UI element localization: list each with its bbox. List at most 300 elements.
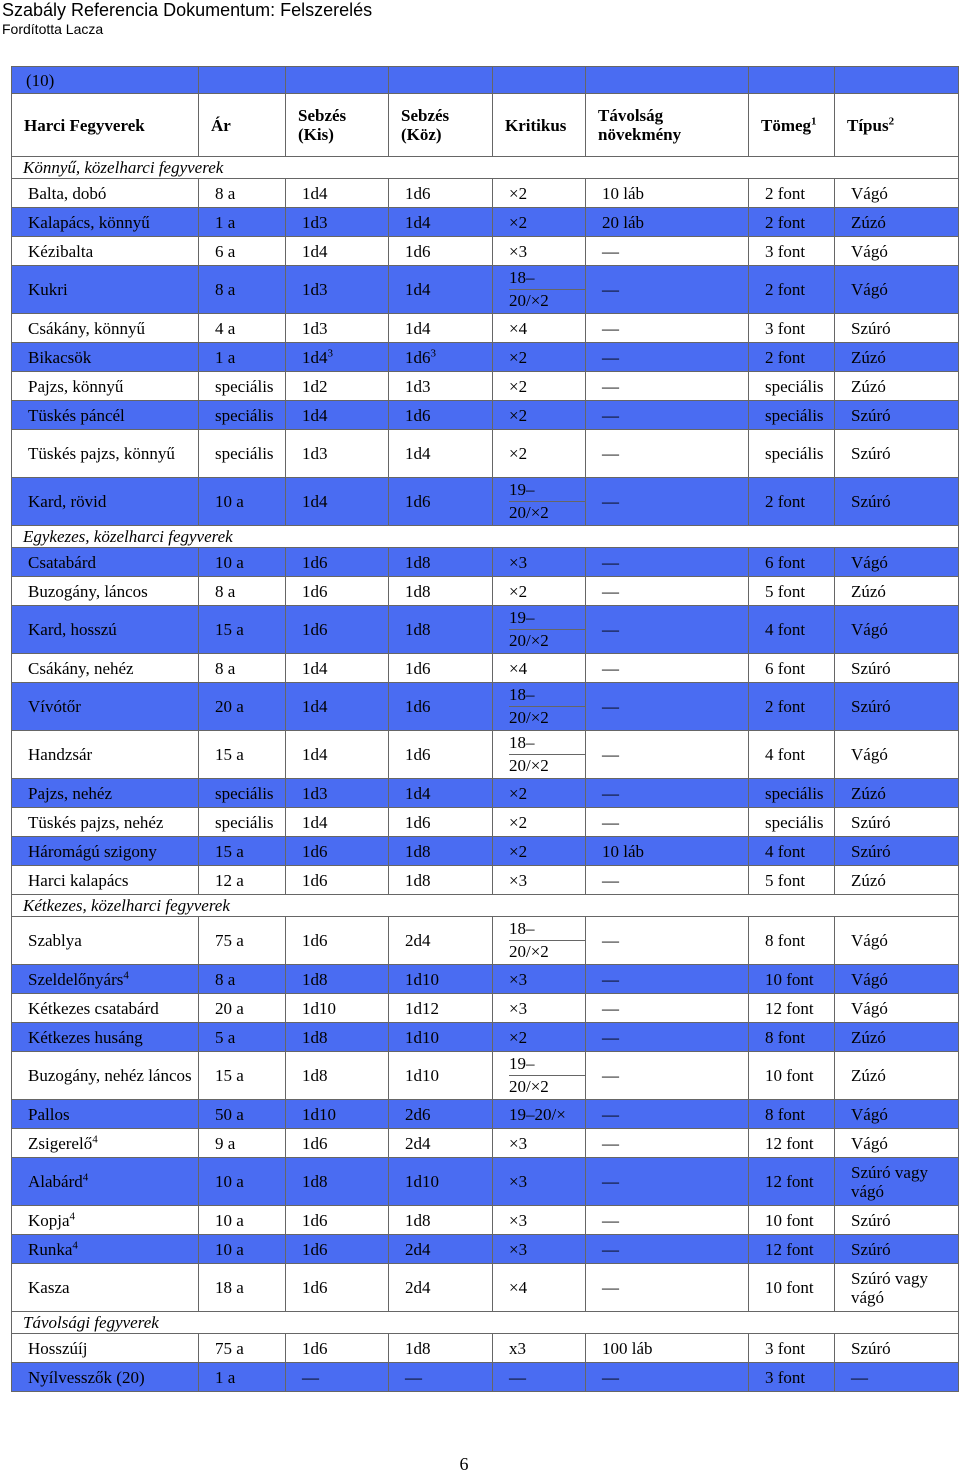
table-row xyxy=(12,1052,959,1100)
damage-type-cell: Szúró xyxy=(835,314,959,343)
damage-type-cell: Vágó xyxy=(835,606,959,654)
weapon-name-cell xyxy=(12,917,199,965)
price-cell: 1 a xyxy=(199,208,286,237)
weapon-name-cell xyxy=(12,994,199,1023)
footnote-marker: 3 xyxy=(430,346,436,359)
weapon-name-cell xyxy=(12,683,199,731)
price-cell: 15 a xyxy=(199,837,286,866)
damage-small-cell xyxy=(286,577,389,606)
column-header xyxy=(835,94,959,157)
damage-medium-cell xyxy=(389,372,493,401)
damage-type-cell: Szúró xyxy=(835,1334,959,1363)
range-cell: — xyxy=(586,1363,749,1392)
critical-cell: ×2 xyxy=(493,1023,586,1052)
price-cell: speciális xyxy=(199,808,286,837)
damage-small-text: 1d6 xyxy=(302,1278,328,1297)
damage-medium-text: 1d6 xyxy=(405,658,431,678)
damage-medium-cell xyxy=(389,683,493,731)
weight-cell: 12 font xyxy=(749,1129,835,1158)
table-row xyxy=(12,1235,959,1264)
range-cell: — xyxy=(586,917,749,965)
weight-cell: 10 font xyxy=(749,1206,835,1235)
damage-small-text: 1d4 xyxy=(302,183,328,203)
damage-medium-cell xyxy=(389,1158,493,1206)
damage-medium-text: 1d6 xyxy=(405,405,431,425)
weight-cell: speciális xyxy=(749,430,835,478)
range-cell: — xyxy=(586,1264,749,1312)
damage-medium-text: 1d8 xyxy=(405,552,431,572)
weight-cell: 2 font xyxy=(749,478,835,526)
damage-medium-cell xyxy=(389,1206,493,1235)
damage-small-cell xyxy=(286,208,389,237)
weapon-name-text: Kétkezes husáng xyxy=(28,1027,143,1047)
footnote-marker: 1 xyxy=(811,114,817,127)
table-row xyxy=(12,1129,959,1158)
damage-type-cell: Szúró xyxy=(835,654,959,683)
critical-multiplier-text: 20/×2 xyxy=(509,708,549,727)
damage-type-cell: Zúzó xyxy=(835,866,959,895)
damage-type-cell: Vágó xyxy=(835,731,959,779)
table-row xyxy=(12,430,959,478)
damage-small-cell xyxy=(286,1023,389,1052)
weapon-name-cell xyxy=(12,1052,199,1100)
damage-medium-cell xyxy=(389,266,493,314)
table-row xyxy=(12,208,959,237)
column-header: Sebzés (Kis) xyxy=(286,94,389,157)
damage-small-text: 1d3 xyxy=(302,212,328,232)
weight-cell: 5 font xyxy=(749,866,835,895)
range-cell: — xyxy=(586,606,749,654)
damage-small-text: 1d10 xyxy=(302,1104,336,1124)
damage-type-cell: Szúró xyxy=(835,1206,959,1235)
damage-small-text: 1d10 xyxy=(302,998,336,1018)
weight-cell: 4 font xyxy=(749,837,835,866)
range-cell: — xyxy=(586,808,749,837)
range-cell: — xyxy=(586,654,749,683)
damage-small-text: 1d8 xyxy=(302,1027,328,1047)
critical-cell xyxy=(493,731,586,779)
column-header-label: Tömeg xyxy=(761,115,812,135)
critical-range-text: 18– xyxy=(509,267,585,290)
weapon-name-cell xyxy=(12,965,199,994)
weapon-name-cell xyxy=(12,478,199,526)
price-cell: 10 a xyxy=(199,478,286,526)
price-cell: 6 a xyxy=(199,237,286,266)
damage-small-cell xyxy=(286,837,389,866)
weight-cell: 2 font xyxy=(749,343,835,372)
damage-medium-text: 1d4 xyxy=(405,318,431,338)
table-row xyxy=(12,1334,959,1363)
damage-type-cell: Vágó xyxy=(835,994,959,1023)
weapon-name-text: Kasza xyxy=(28,1278,70,1297)
damage-small-text: 1d4 xyxy=(302,347,328,367)
damage-type-cell: Zúzó xyxy=(835,1052,959,1100)
critical-cell: x3 xyxy=(493,1334,586,1363)
damage-medium-text: 1d6 xyxy=(405,241,431,261)
weight-cell: 10 font xyxy=(749,1052,835,1100)
damage-medium-cell xyxy=(389,1023,493,1052)
weapon-name-cell xyxy=(12,237,199,266)
damage-type-cell: Zúzó xyxy=(835,343,959,372)
weight-cell: 5 font xyxy=(749,577,835,606)
table-row xyxy=(12,837,959,866)
translator-credit: Fordította Lacza xyxy=(2,21,104,37)
damage-medium-cell xyxy=(389,1363,493,1392)
weapon-name-text: Alabárd xyxy=(28,1172,83,1191)
table-row xyxy=(12,917,959,965)
weapon-name-cell xyxy=(12,1235,199,1264)
damage-type-cell: Vágó xyxy=(835,965,959,994)
table-row xyxy=(12,548,959,577)
damage-medium-cell xyxy=(389,314,493,343)
critical-cell xyxy=(493,1052,586,1100)
damage-medium-text: 1d8 xyxy=(405,841,431,861)
critical-cell xyxy=(493,683,586,731)
weight-cell: 8 font xyxy=(749,1023,835,1052)
critical-cell: ×2 xyxy=(493,837,586,866)
range-cell: — xyxy=(586,994,749,1023)
damage-medium-text: 1d4 xyxy=(405,444,431,463)
range-cell: — xyxy=(586,731,749,779)
price-cell: 1 a xyxy=(199,1363,286,1392)
weight-cell: 3 font xyxy=(749,1334,835,1363)
footnote-marker: 4 xyxy=(92,1132,98,1145)
critical-cell: ×3 xyxy=(493,866,586,895)
column-header: Harci Fegyverek xyxy=(12,94,199,157)
table-row xyxy=(12,478,959,526)
range-cell: — xyxy=(586,237,749,266)
weapon-name-cell xyxy=(12,1129,199,1158)
damage-small-text: 1d3 xyxy=(302,444,328,463)
weapon-name-text: Pallos xyxy=(28,1104,70,1124)
table-row xyxy=(12,343,959,372)
damage-medium-text: 2d4 xyxy=(405,1133,431,1153)
footnote-marker: 2 xyxy=(888,114,895,127)
weapons-table xyxy=(11,66,959,1392)
damage-small-text: 1d6 xyxy=(302,1239,328,1259)
damage-small-text: 1d6 xyxy=(302,1133,328,1153)
range-cell: — xyxy=(586,401,749,430)
range-cell: — xyxy=(586,478,749,526)
critical-multiplier-text: 20/×2 xyxy=(509,291,549,310)
range-cell: — xyxy=(586,1129,749,1158)
damage-small-cell xyxy=(286,401,389,430)
price-cell: 8 a xyxy=(199,266,286,314)
damage-small-text: 1d4 xyxy=(302,658,328,678)
damage-medium-cell xyxy=(389,994,493,1023)
damage-type-cell: Szúró xyxy=(835,808,959,837)
table-row xyxy=(12,1206,959,1235)
weapon-name-text: Balta, dobó xyxy=(28,183,107,203)
weapon-name-cell xyxy=(12,208,199,237)
weapon-name-cell xyxy=(12,401,199,430)
damage-medium-text: 1d12 xyxy=(405,998,439,1018)
weapon-name-text: Kukri xyxy=(28,280,68,299)
range-cell: — xyxy=(586,1023,749,1052)
weapon-name-cell xyxy=(12,779,199,808)
weapon-name-text: Kézibalta xyxy=(28,241,94,261)
weight-cell: 12 font xyxy=(749,1158,835,1206)
damage-small-text: 1d6 xyxy=(302,1338,328,1358)
price-cell: 9 a xyxy=(199,1129,286,1158)
damage-medium-cell xyxy=(389,237,493,266)
damage-small-cell xyxy=(286,179,389,208)
damage-medium-text: 1d6 xyxy=(405,745,431,764)
damage-medium-text: 1d10 xyxy=(405,1027,439,1047)
column-header-row xyxy=(12,94,959,157)
weight-cell: 2 font xyxy=(749,683,835,731)
table-row xyxy=(12,808,959,837)
weapon-name-cell xyxy=(12,1264,199,1312)
weapon-name-cell xyxy=(12,314,199,343)
footnote-marker: 4 xyxy=(82,1171,89,1184)
damage-type-cell: — xyxy=(835,1363,959,1392)
damage-type-cell: Szúró xyxy=(835,1235,959,1264)
price-cell: 15 a xyxy=(199,606,286,654)
critical-cell: 19–20/× xyxy=(493,1100,586,1129)
price-cell: 15 a xyxy=(199,1052,286,1100)
weapon-name-text: Tüskés páncél xyxy=(28,405,125,425)
range-cell: — xyxy=(586,1052,749,1100)
range-cell: — xyxy=(586,577,749,606)
weapon-name-cell xyxy=(12,372,199,401)
range-cell: — xyxy=(586,1100,749,1129)
damage-medium-text: 2d6 xyxy=(405,1104,431,1124)
weapon-name-cell xyxy=(12,1100,199,1129)
weapon-name-text: Runka xyxy=(28,1239,73,1259)
damage-medium-cell xyxy=(389,478,493,526)
critical-range-text: 18– xyxy=(509,684,585,707)
range-cell: — xyxy=(586,343,749,372)
range-cell: 20 láb xyxy=(586,208,749,237)
price-cell: 8 a xyxy=(199,179,286,208)
damage-small-text: 1d4 xyxy=(302,492,328,511)
price-cell: 15 a xyxy=(199,731,286,779)
weapon-name-text: Buzogány, nehéz láncos xyxy=(28,1066,192,1085)
weapon-name-text: Zsigerelő xyxy=(28,1133,93,1153)
section-title: Kétkezes, közelharci fegyverek xyxy=(12,895,959,917)
table-row xyxy=(12,606,959,654)
damage-medium-cell xyxy=(389,1334,493,1363)
damage-type-cell: Szúró xyxy=(835,683,959,731)
table-row xyxy=(12,1100,959,1129)
weight-cell: 3 font xyxy=(749,314,835,343)
weapon-name-text: Pajzs, könnyű xyxy=(28,376,124,396)
critical-range-text: 18– xyxy=(509,732,585,755)
critical-cell: ×3 xyxy=(493,1129,586,1158)
price-cell: 75 a xyxy=(199,917,286,965)
section-header-row xyxy=(12,526,959,548)
damage-small-text: 1d8 xyxy=(302,1066,328,1085)
table-row xyxy=(12,1023,959,1052)
weapon-name-text: Hosszúíj xyxy=(28,1338,88,1358)
damage-medium-text: 1d10 xyxy=(405,1172,439,1191)
critical-cell: ×3 xyxy=(493,994,586,1023)
price-cell: 10 a xyxy=(199,1206,286,1235)
weapon-name-text: Kopja xyxy=(28,1210,70,1230)
page-number: 6 xyxy=(459,1454,469,1474)
weapon-name-text: Nyílvesszők (20) xyxy=(28,1367,145,1387)
price-cell: 1 a xyxy=(199,343,286,372)
critical-cell: ×2 xyxy=(493,779,586,808)
damage-medium-cell xyxy=(389,548,493,577)
damage-medium-text: 2d4 xyxy=(405,1239,431,1259)
damage-medium-cell xyxy=(389,654,493,683)
weight-cell: 10 font xyxy=(749,965,835,994)
critical-range-text: 18– xyxy=(509,918,585,941)
table-row xyxy=(12,683,959,731)
document-title: Szabály Referencia Dokumentum: Felszerelés xyxy=(2,0,373,20)
range-cell: — xyxy=(586,1206,749,1235)
table-row xyxy=(12,1264,959,1312)
critical-cell: ×4 xyxy=(493,654,586,683)
weapon-name-cell xyxy=(12,179,199,208)
range-cell: — xyxy=(586,372,749,401)
damage-medium-text: 1d6 xyxy=(405,812,431,832)
range-cell: — xyxy=(586,1235,749,1264)
damage-type-cell: Szúró xyxy=(835,478,959,526)
weight-cell: 2 font xyxy=(749,179,835,208)
weight-cell: 12 font xyxy=(749,1235,835,1264)
section-header-row xyxy=(12,1312,959,1334)
weapon-name-cell xyxy=(12,343,199,372)
damage-small-text: — xyxy=(302,1367,319,1387)
weapon-name-cell xyxy=(12,1334,199,1363)
price-cell: speciális xyxy=(199,430,286,478)
damage-medium-cell xyxy=(389,208,493,237)
weight-cell: 3 font xyxy=(749,1363,835,1392)
damage-small-cell xyxy=(286,1052,389,1100)
critical-cell xyxy=(493,917,586,965)
price-cell: 10 a xyxy=(199,548,286,577)
damage-small-text: 1d6 xyxy=(302,841,328,861)
critical-cell: ×2 xyxy=(493,372,586,401)
weapon-name-cell xyxy=(12,430,199,478)
damage-small-text: 1d4 xyxy=(302,812,328,832)
price-cell: 20 a xyxy=(199,994,286,1023)
weapon-name-text: Buzogány, láncos xyxy=(28,581,148,601)
price-cell: 12 a xyxy=(199,866,286,895)
weapon-name-text: Csákány, könnyű xyxy=(28,318,145,338)
damage-small-cell xyxy=(286,1206,389,1235)
damage-small-cell xyxy=(286,1264,389,1312)
damage-small-cell xyxy=(286,1158,389,1206)
critical-cell: ×2 xyxy=(493,401,586,430)
table-row xyxy=(12,372,959,401)
damage-type-cell: Szúró vagy vágó xyxy=(835,1158,959,1206)
damage-small-cell xyxy=(286,1363,389,1392)
critical-range-text: 19– xyxy=(509,1053,585,1076)
weapon-name-cell xyxy=(12,1206,199,1235)
weight-cell: 3 font xyxy=(749,237,835,266)
damage-medium-cell xyxy=(389,837,493,866)
damage-small-cell xyxy=(286,1129,389,1158)
critical-range-text: 19– xyxy=(509,607,585,630)
weight-cell: speciális xyxy=(749,808,835,837)
damage-small-text: 1d4 xyxy=(302,405,328,425)
column-header-label: Típus xyxy=(847,115,889,135)
section-header-row xyxy=(12,157,959,179)
damage-medium-text: 1d6 xyxy=(405,183,431,203)
critical-multiplier-text: 20/×2 xyxy=(509,631,549,650)
damage-small-cell xyxy=(286,994,389,1023)
damage-medium-text: 2d4 xyxy=(405,1278,431,1297)
weapon-name-text: Harci kalapács xyxy=(28,870,129,890)
damage-medium-text: 1d10 xyxy=(405,969,439,989)
critical-cell: ×3 xyxy=(493,965,586,994)
critical-cell: ×2 xyxy=(493,208,586,237)
range-cell: — xyxy=(586,779,749,808)
weight-cell: 8 font xyxy=(749,1100,835,1129)
weight-cell: speciális xyxy=(749,372,835,401)
damage-medium-text: 1d8 xyxy=(405,870,431,890)
damage-medium-cell xyxy=(389,1129,493,1158)
weight-cell: 12 font xyxy=(749,994,835,1023)
damage-small-text: 1d2 xyxy=(302,376,328,396)
weapon-name-cell xyxy=(12,731,199,779)
damage-type-cell: Zúzó xyxy=(835,779,959,808)
weapon-name-cell xyxy=(12,266,199,314)
weapon-name-text: Háromágú szigony xyxy=(28,841,157,861)
critical-cell: ×2 xyxy=(493,179,586,208)
damage-small-text: 1d3 xyxy=(302,280,328,299)
weapon-name-cell xyxy=(12,1363,199,1392)
weapon-name-cell xyxy=(12,654,199,683)
critical-cell: ×2 xyxy=(493,808,586,837)
critical-cell xyxy=(493,266,586,314)
damage-type-cell: Vágó xyxy=(835,1100,959,1129)
table-row xyxy=(12,314,959,343)
damage-small-cell xyxy=(286,1100,389,1129)
damage-small-text: 1d3 xyxy=(302,783,328,803)
critical-cell: ×3 xyxy=(493,548,586,577)
weapon-name-text: Vívótőr xyxy=(28,697,81,716)
weapon-name-text: Kétkezes csatabárd xyxy=(28,998,159,1018)
column-header xyxy=(749,94,835,157)
price-cell: 8 a xyxy=(199,965,286,994)
section-title: Távolsági fegyverek xyxy=(12,1312,959,1334)
weight-cell: 2 font xyxy=(749,208,835,237)
damage-type-cell: Vágó xyxy=(835,917,959,965)
weight-cell: 4 font xyxy=(749,731,835,779)
damage-medium-cell xyxy=(389,866,493,895)
price-cell: 10 a xyxy=(199,1158,286,1206)
damage-medium-cell xyxy=(389,179,493,208)
damage-type-cell: Szúró xyxy=(835,401,959,430)
damage-medium-text: 1d10 xyxy=(405,1066,439,1085)
damage-medium-cell xyxy=(389,808,493,837)
footnote-marker: 4 xyxy=(69,1209,76,1222)
range-cell: — xyxy=(586,314,749,343)
critical-cell: — xyxy=(493,1363,586,1392)
critical-cell: ×4 xyxy=(493,314,586,343)
price-cell: 18 a xyxy=(199,1264,286,1312)
weapon-name-text: Kard, rövid xyxy=(28,492,107,511)
damage-type-cell: Vágó xyxy=(835,266,959,314)
damage-medium-cell xyxy=(389,401,493,430)
price-cell: 20 a xyxy=(199,683,286,731)
weight-cell: 8 font xyxy=(749,917,835,965)
range-cell: 10 láb xyxy=(586,837,749,866)
weight-cell: 10 font xyxy=(749,1264,835,1312)
damage-medium-cell xyxy=(389,1264,493,1312)
table-row xyxy=(12,266,959,314)
damage-medium-text: 1d4 xyxy=(405,280,431,299)
weight-cell: 6 font xyxy=(749,548,835,577)
section-title: Egykezes, közelharci fegyverek xyxy=(12,526,959,548)
damage-medium-text: 1d6 xyxy=(405,697,431,716)
table-row xyxy=(12,965,959,994)
